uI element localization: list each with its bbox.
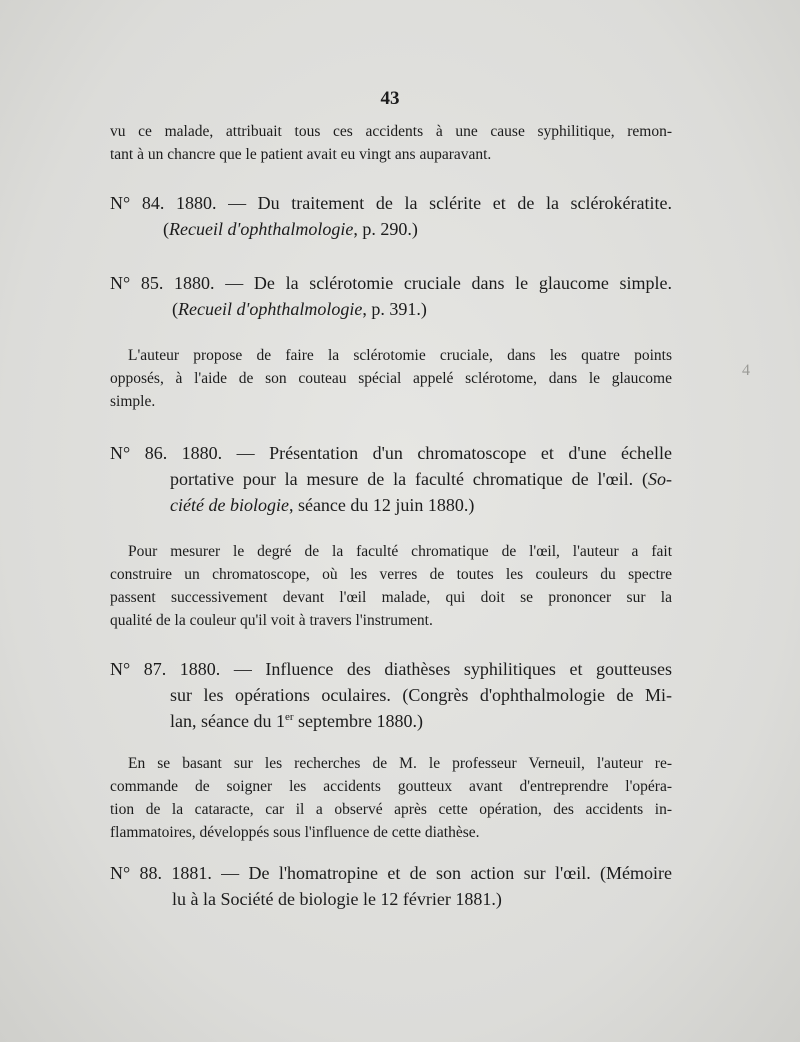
text-line: En se basant sur les recherches de M. le professeur Verneuil, l'auteur re- (128, 755, 672, 772)
entry-reference: ciété de biologie, séance du 12 juin 1880.) (170, 495, 475, 515)
entry-85 (110, 270, 672, 322)
journal-title: ciété de biologie (170, 495, 289, 515)
text-line: opposés, à l'aide de son couteau spécial appelé sclérotome, dans le glaucome (110, 370, 672, 387)
page-number: 43 (380, 88, 400, 109)
entry-88 (110, 860, 672, 912)
entry-86 (110, 440, 672, 518)
text-line: vu ce malade, attribuait tous ces accidents à une cause syphilitique, remon- (110, 123, 672, 140)
text-line: flammatoires, développés sous l'influence de cette diathèse. (110, 824, 480, 841)
text-line: tion de la cataracte, car il a observé après cette opération, des accidents in- (110, 801, 672, 818)
entry-87-abstract (110, 752, 672, 844)
text-line: Pour mesurer le degré de la faculté chromatique de l'œil, l'auteur a fait (128, 543, 672, 560)
text-line: qualité de la couleur qu'il voit à travers l'instrument. (110, 612, 433, 629)
entry-reference: lu à la Société de biologie le 12 février 1881.) (172, 889, 502, 909)
entry-reference: (Recueil d'ophthalmologie, p. 290.) (163, 219, 418, 239)
text-line: commande de soigner les accidents goutteux avant d'entreprendre l'opéra- (110, 778, 672, 795)
entry-reference: lan, séance du 1er septembre 1880.) (170, 711, 423, 731)
entry-84 (110, 190, 672, 242)
journal-title: Recueil d'ophthalmologie (169, 219, 354, 239)
text-line: construire un chromatoscope, où les verres de toutes les couleurs du spectre (110, 566, 672, 583)
entry-87 (110, 656, 672, 734)
opening-paragraph (110, 120, 672, 166)
entry-heading: N° 86. 1880. — Présentation d'un chromatoscope et d'une échelle (110, 443, 672, 463)
journal-title: Recueil d'ophthalmologie (178, 299, 363, 319)
text-line: passent successivement devant l'œil malade, qui doit se prononcer sur la (110, 589, 672, 606)
text-line: simple. (110, 393, 156, 410)
text-line: tant à un chancre que le patient avait eu vingt ans auparavant. (110, 146, 492, 163)
entry-heading: N° 88. 1881. — De l'homatropine et de son action sur l'œil. (Mémoire (110, 863, 672, 883)
entry-heading: N° 84. 1880. — Du traitement de la sclérite et de la sclérokératite. (110, 193, 672, 213)
entry-86-abstract (110, 540, 672, 632)
entry-reference: (Recueil d'ophthalmologie, p. 391.) (172, 299, 427, 319)
entry-heading: N° 85. 1880. — De la sclérotomie cruciale dans le glaucome simple. (110, 273, 672, 293)
entry-heading-cont: sur les opérations oculaires. (Congrès d'ophthalmologie de Mi- (170, 685, 672, 705)
margin-mark: 4 (742, 362, 750, 379)
text-line: L'auteur propose de faire la sclérotomie cruciale, dans les quatre points (128, 347, 672, 364)
entry-heading-cont: portative pour la mesure de la faculté chromatique de l'œil. (So- (170, 469, 672, 489)
entry-85-abstract (110, 344, 672, 413)
entry-heading: N° 87. 1880. — Influence des diathèses syphilitiques et goutteuses (110, 659, 672, 679)
